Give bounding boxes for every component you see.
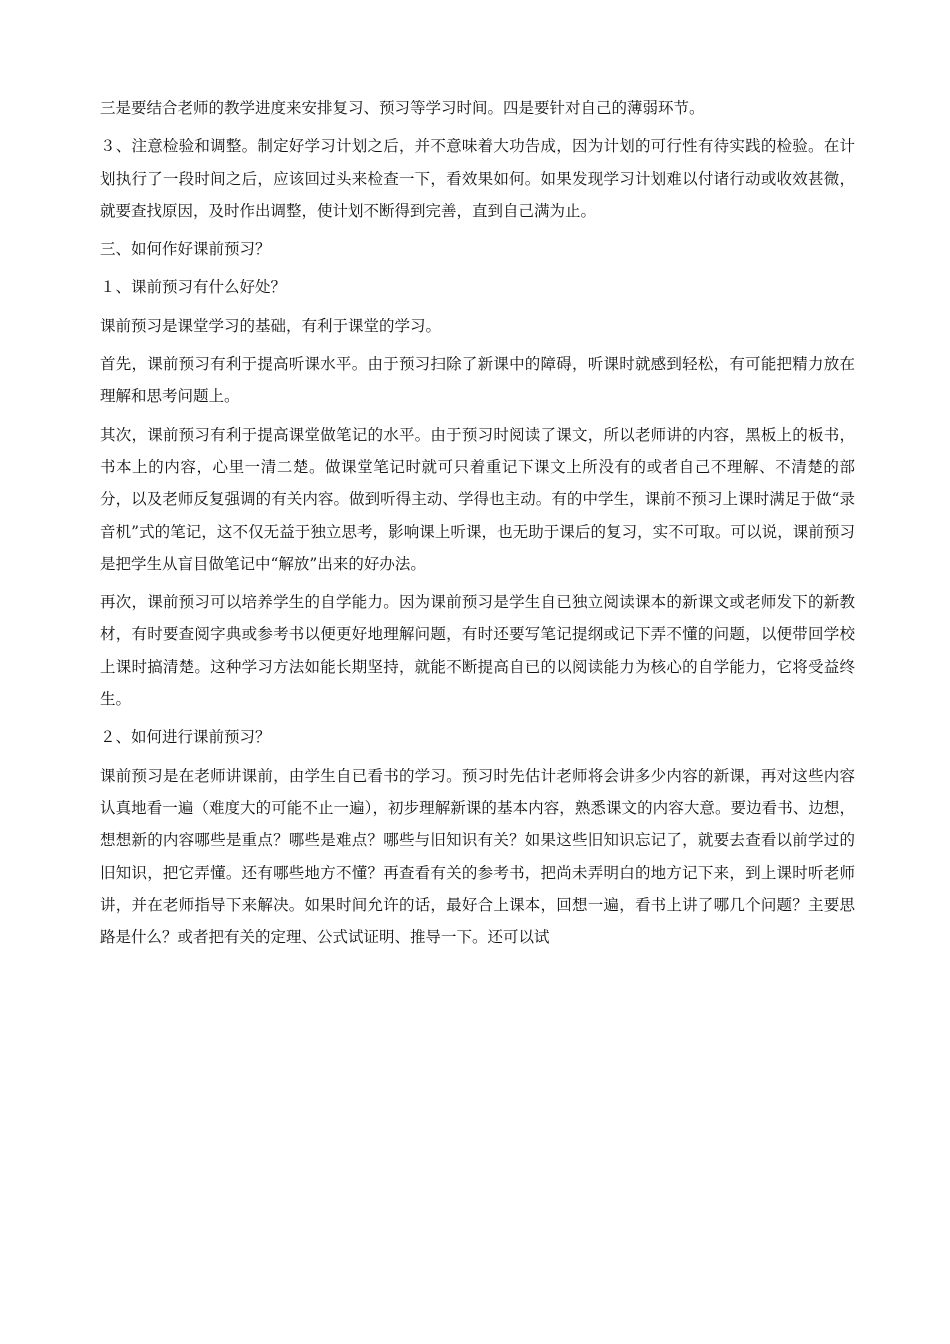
paragraph-third: 再次，课前预习可以培养学生的自学能力。因为课前预习是学生自已独立阅读课本的新课文或老师发下的新教材，有时要查阅字典或参考书以便更好地理解问题，有时还要写笔记提纲或记下弄不懂的问题，以便带回学校上课时搞清楚。这种学习方法如能长期坚持，就能不断提高自已的以阅读能力为核心的自学能力，它将受益终生。 [100, 593, 855, 709]
section-heading-preview: 三、如何作好课前预习？ [100, 240, 271, 259]
subheading-how-to: ２、如何进行课前预习？ [100, 728, 271, 747]
paragraph-how-to: 课前预习是在老师讲课前，由学生自已看书的学习。预习时先估计老师将会讲多少内容的新课，再对这些内容认真地看一遍（难度大的可能不止一遍），初步理解新课的基本内容，熟悉课文的内容大意。要边看书、边想，想想新的内容哪些是重点？哪些是难点？哪些与旧知识有关？如果这些旧知识忘记了，就要去查看以前学过的旧知识，把它弄懂。还有哪些地方不懂？再查看有关的参考书，把尚未弄明白的地方记下来，到上课时听老师讲，并在老师指导下来解决。如果时间允许的话，最好合上课本，回想一遍，看书上讲了哪几个问题？主要思路是什么？或者把有关的定理、公式试证明、推导一下。还可以试 [100, 766, 855, 947]
paragraph-preview-basis: 课前预习是课堂学习的基础，有利于课堂的学习。 [100, 316, 442, 335]
paragraph-check-adjust: ３、注意检验和调整。制定好学习计划之后，并不意味着大功告成，因为计划的可行性有待实践的检验。在计划执行了一段时间之后，应该回过头来检查一下，看效果如何。如果发现学习计划难以付诸行动或收效甚微，就要查找原因，及时作出调整，使计划不断得到完善，直到自己满为止。 [100, 137, 855, 220]
paragraph-first: 首先，课前预习有利于提高听课水平。由于预习扫除了新课中的障碍，听课时就感到轻松，有可能把精力放在理解和思考问题上。 [100, 355, 855, 406]
paragraph-study-time: 三是要结合老师的教学进度来安排复习、预习等学习时间。四是要针对自己的薄弱环节。 [100, 99, 705, 117]
document-page [100, 92, 855, 959]
subheading-benefits: １、课前预习有什么好处？ [100, 278, 287, 297]
paragraph-second: 其次，课前预习有利于提高课堂做笔记的水平。由于预习时阅读了课文，所以老师讲的内容，黑板上的板书，书本上的内容，心里一清二楚。做课堂笔记时就可只着重记下课文上所没有的或者自己不理解、不清楚的部分，以及老师反复强调的有关内容。做到听得主动、学得也主动。有的中学生，课前不预习上课时满足于做“录音机”式的笔记，这不仅无益于独立思考，影响课上听课，也无助于课后的复习，实不可取。可以说，课前预习是把学生从盲目做笔记中“解放”出来的好办法。 [100, 425, 855, 573]
